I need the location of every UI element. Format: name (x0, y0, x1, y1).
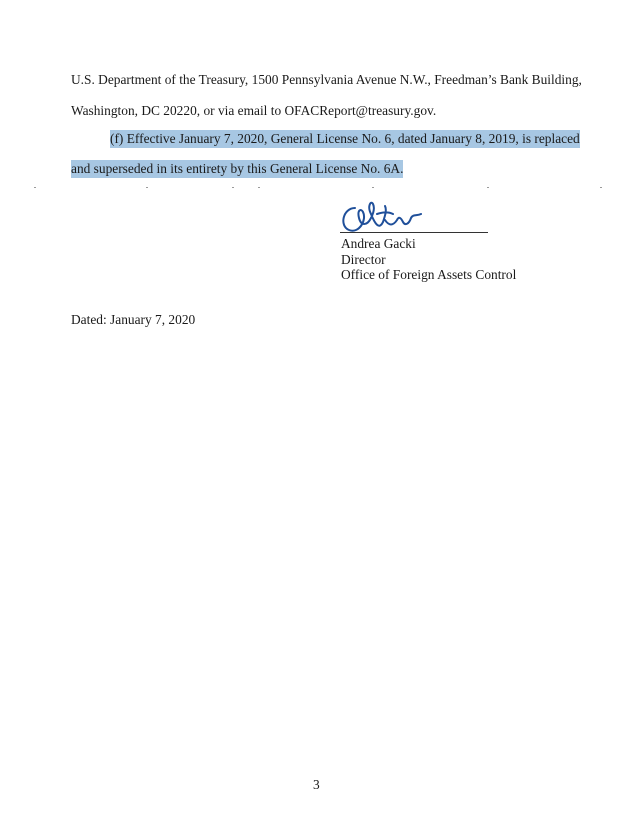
selection-highlight: and superseded in its entirety by this General License No. 6A. (71, 161, 404, 176)
selection-highlight: (f) Effective January 7, 2020, General License No. 6, dated January 8, 2019, is replaced (110, 131, 580, 146)
signatory-name: Andrea Gacki (341, 236, 416, 251)
dated-line: Dated: January 7, 2020 (71, 312, 196, 327)
scan-speck (232, 187, 234, 188)
page-number: 3 (313, 777, 320, 792)
scan-speck (34, 187, 36, 188)
signatory-office: Office of Foreign Assets Control (341, 267, 517, 282)
scan-speck (600, 187, 602, 188)
scan-speck (258, 187, 260, 188)
highlighted-paragraph-line-2[interactable] (71, 161, 403, 177)
scan-speck (146, 187, 148, 188)
highlighted-paragraph-line-1[interactable] (110, 131, 580, 147)
scan-speck (372, 187, 374, 188)
paragraph-line-2: Washington, DC 20220, or via email to OFACReport@treasury.gov. (71, 103, 437, 118)
paragraph-line-1: U.S. Department of the Treasury, 1500 Pennsylvania Avenue N.W., Freedman’s Bank Building, (71, 72, 582, 87)
signatory-title: Director (341, 252, 386, 267)
scan-speck (487, 187, 489, 188)
signature-line (340, 232, 488, 233)
